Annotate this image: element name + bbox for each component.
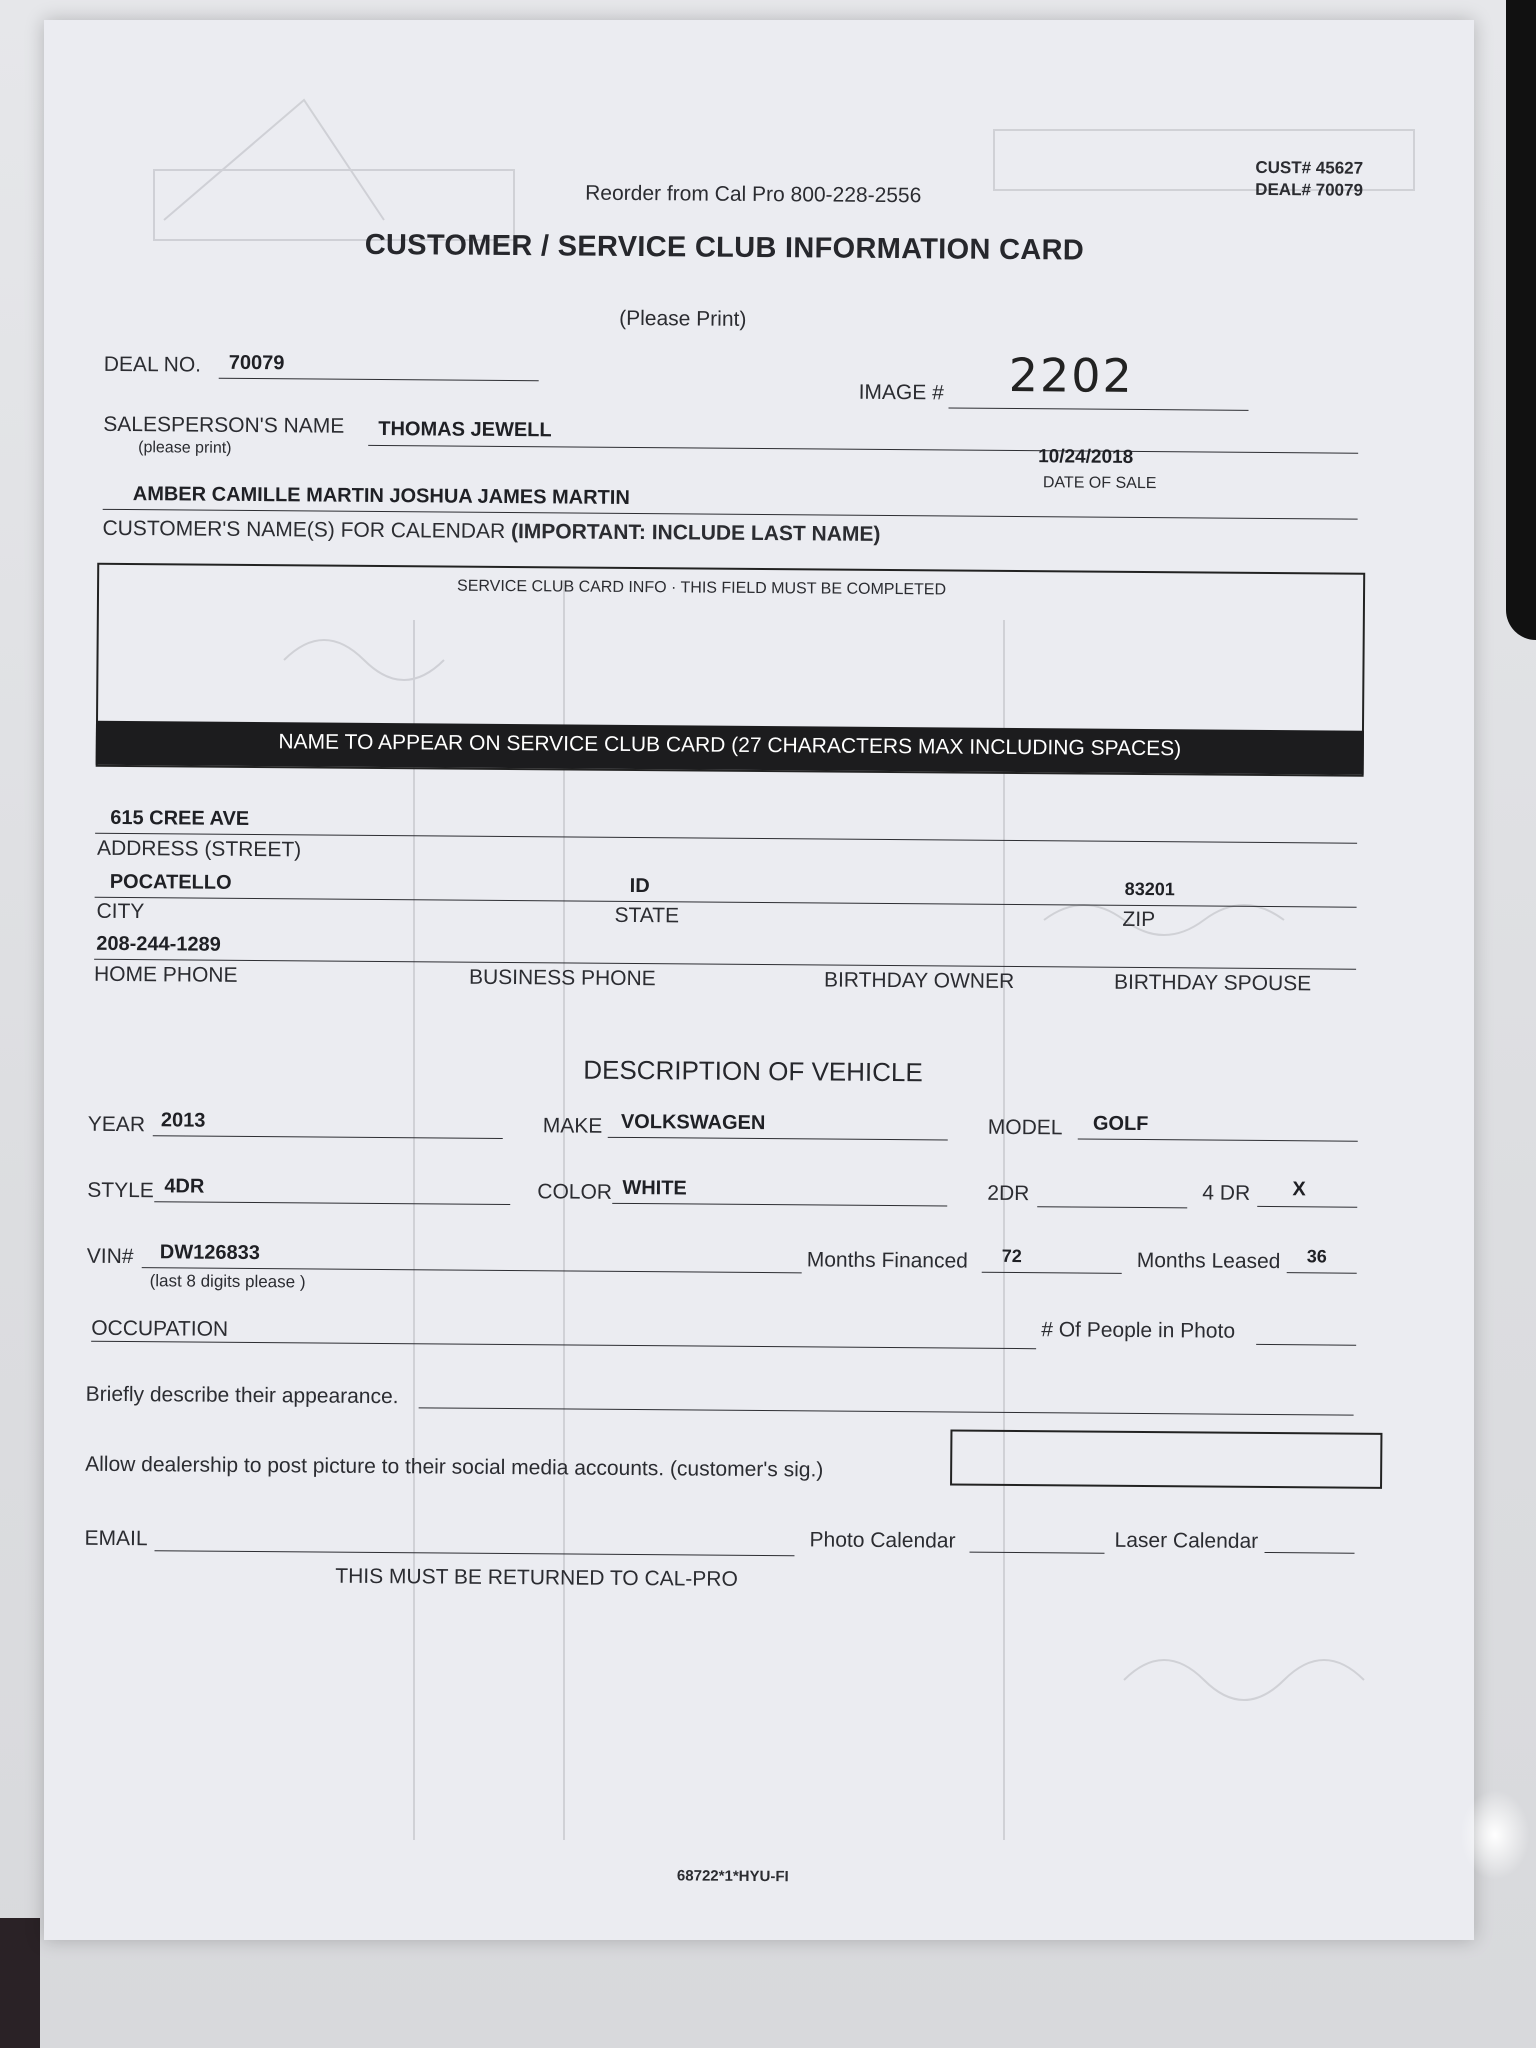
- service-club-name-bar: NAME TO APPEAR ON SERVICE CLUB CARD (27 CHARACTERS MAX INCLUDING SPACES): [96, 721, 1364, 775]
- address-label: ADDRESS (STREET): [96, 836, 302, 862]
- please-print-note: (Please Print): [619, 306, 747, 331]
- months-financed-label: Months Financed: [806, 1248, 968, 1273]
- customer-names-label: CUSTOMER'S NAME(S) FOR CALENDAR (IMPORTANT: INCLUDE LAST NAME): [102, 516, 881, 546]
- home-phone-value[interactable]: 208-244-1289: [96, 932, 221, 956]
- light-glare: [1460, 1790, 1530, 1880]
- appearance-line[interactable]: [419, 1407, 1354, 1415]
- cust-number: CUST# 45627: [1255, 157, 1364, 178]
- zip-value[interactable]: 83201: [1124, 878, 1175, 900]
- service-club-header: SERVICE CLUB CARD INFO · THIS FIELD MUST BE COMPLETED: [457, 577, 947, 599]
- months-leased-label: Months Leased: [1136, 1248, 1281, 1274]
- return-note: THIS MUST BE RETURNED TO CAL-PRO: [335, 1564, 738, 1591]
- months-leased-line: [1287, 1272, 1357, 1274]
- vehicle-heading: DESCRIPTION OF VEHICLE: [583, 1054, 923, 1088]
- people-in-photo-label: # Of People in Photo: [1041, 1318, 1236, 1343]
- model-value[interactable]: GOLF: [1092, 1112, 1149, 1136]
- vin-value[interactable]: DW126833: [159, 1241, 260, 1265]
- background-edge: [1506, 0, 1536, 640]
- two-door-label: 2DR: [987, 1181, 1030, 1206]
- make-value[interactable]: VOLKSWAGEN: [620, 1110, 766, 1135]
- four-door-line: [1257, 1206, 1357, 1208]
- occupation-line[interactable]: [91, 1341, 1036, 1349]
- four-door-label: 4 DR: [1202, 1181, 1251, 1205]
- photo-calendar-line[interactable]: [970, 1552, 1105, 1554]
- year-label: YEAR: [87, 1112, 146, 1137]
- style-line: [154, 1201, 510, 1205]
- state-label: STATE: [614, 903, 680, 928]
- model-line: [1078, 1139, 1358, 1142]
- customer-signature-box[interactable]: [950, 1430, 1382, 1489]
- vin-note: (last 8 digits please ): [149, 1271, 306, 1292]
- months-leased-value[interactable]: 36: [1306, 1246, 1327, 1267]
- deal-label: DEAL NO.: [103, 352, 202, 377]
- home-phone-label: HOME PHONE: [93, 962, 238, 987]
- allow-post-label: Allow dealership to post picture to their social media accounts. (customer's sig.): [85, 1452, 824, 1482]
- city-label: CITY: [96, 899, 145, 924]
- reorder-text: Reorder from Cal Pro 800-228-2556: [585, 181, 922, 208]
- four-door-value[interactable]: X: [1292, 1178, 1306, 1201]
- image-line: [948, 407, 1248, 410]
- zip-label: ZIP: [1122, 907, 1156, 932]
- address-value[interactable]: 615 CREE AVE: [110, 806, 250, 830]
- email-label: EMAIL: [84, 1526, 148, 1551]
- birthday-owner-label: BIRTHDAY OWNER: [823, 968, 1015, 994]
- date-of-sale-label: DATE OF SALE: [1042, 474, 1157, 493]
- year-line: [153, 1135, 503, 1139]
- color-label: COLOR: [537, 1180, 613, 1204]
- form-content: [36, 14, 1481, 1945]
- occupation-label: OCCUPATION: [91, 1316, 229, 1341]
- deal-number-corner: DEAL# 70079: [1255, 179, 1364, 200]
- email-line[interactable]: [154, 1550, 794, 1556]
- salesperson-value[interactable]: THOMAS JEWELL: [378, 417, 552, 442]
- city-value[interactable]: POCATELLO: [109, 870, 232, 894]
- months-financed-line: [982, 1272, 1122, 1274]
- image-value-handwritten[interactable]: 2202: [1008, 347, 1135, 403]
- laser-calendar-line[interactable]: [1265, 1552, 1355, 1554]
- form-sheet: [44, 20, 1474, 1940]
- year-value[interactable]: 2013: [160, 1109, 206, 1132]
- color-line: [612, 1203, 947, 1207]
- vin-label: VIN#: [86, 1244, 134, 1269]
- phones-line: [94, 959, 1356, 970]
- make-label: MAKE: [542, 1114, 603, 1138]
- people-in-photo-line[interactable]: [1256, 1344, 1356, 1346]
- page-title: CUSTOMER / SERVICE CLUB INFORMATION CARD: [364, 228, 1085, 267]
- deal-line: [219, 378, 539, 382]
- model-label: MODEL: [987, 1115, 1063, 1140]
- date-of-sale-value[interactable]: 10/24/2018: [1038, 446, 1134, 468]
- style-value[interactable]: 4DR: [164, 1175, 205, 1198]
- salesperson-sublabel: (please print): [138, 439, 232, 457]
- appearance-label: Briefly describe their appearance.: [85, 1382, 399, 1409]
- salesperson-line: [368, 445, 1358, 454]
- photo-calendar-label: Photo Calendar: [809, 1528, 956, 1553]
- laser-calendar-label: Laser Calendar: [1114, 1528, 1259, 1553]
- birthday-spouse-label: BIRTHDAY SPOUSE: [1113, 970, 1312, 996]
- customer-names-value[interactable]: AMBER CAMILLE MARTIN JOSHUA JAMES MARTIN: [132, 483, 630, 509]
- color-value[interactable]: WHITE: [622, 1176, 687, 1200]
- form-code: 68722*1*HYU-FI: [676, 1867, 789, 1886]
- deal-value[interactable]: 70079: [228, 351, 285, 375]
- two-door-line: [1037, 1206, 1187, 1208]
- style-label: STYLE: [87, 1178, 154, 1203]
- background-corner: [0, 1918, 40, 2048]
- salesperson-label: SALESPERSON'S NAME: [103, 412, 345, 438]
- business-phone-label: BUSINESS PHONE: [468, 965, 656, 991]
- months-financed-value[interactable]: 72: [1001, 1245, 1022, 1267]
- make-line: [608, 1137, 948, 1141]
- image-label: IMAGE #: [858, 380, 944, 405]
- state-value[interactable]: ID: [629, 874, 650, 898]
